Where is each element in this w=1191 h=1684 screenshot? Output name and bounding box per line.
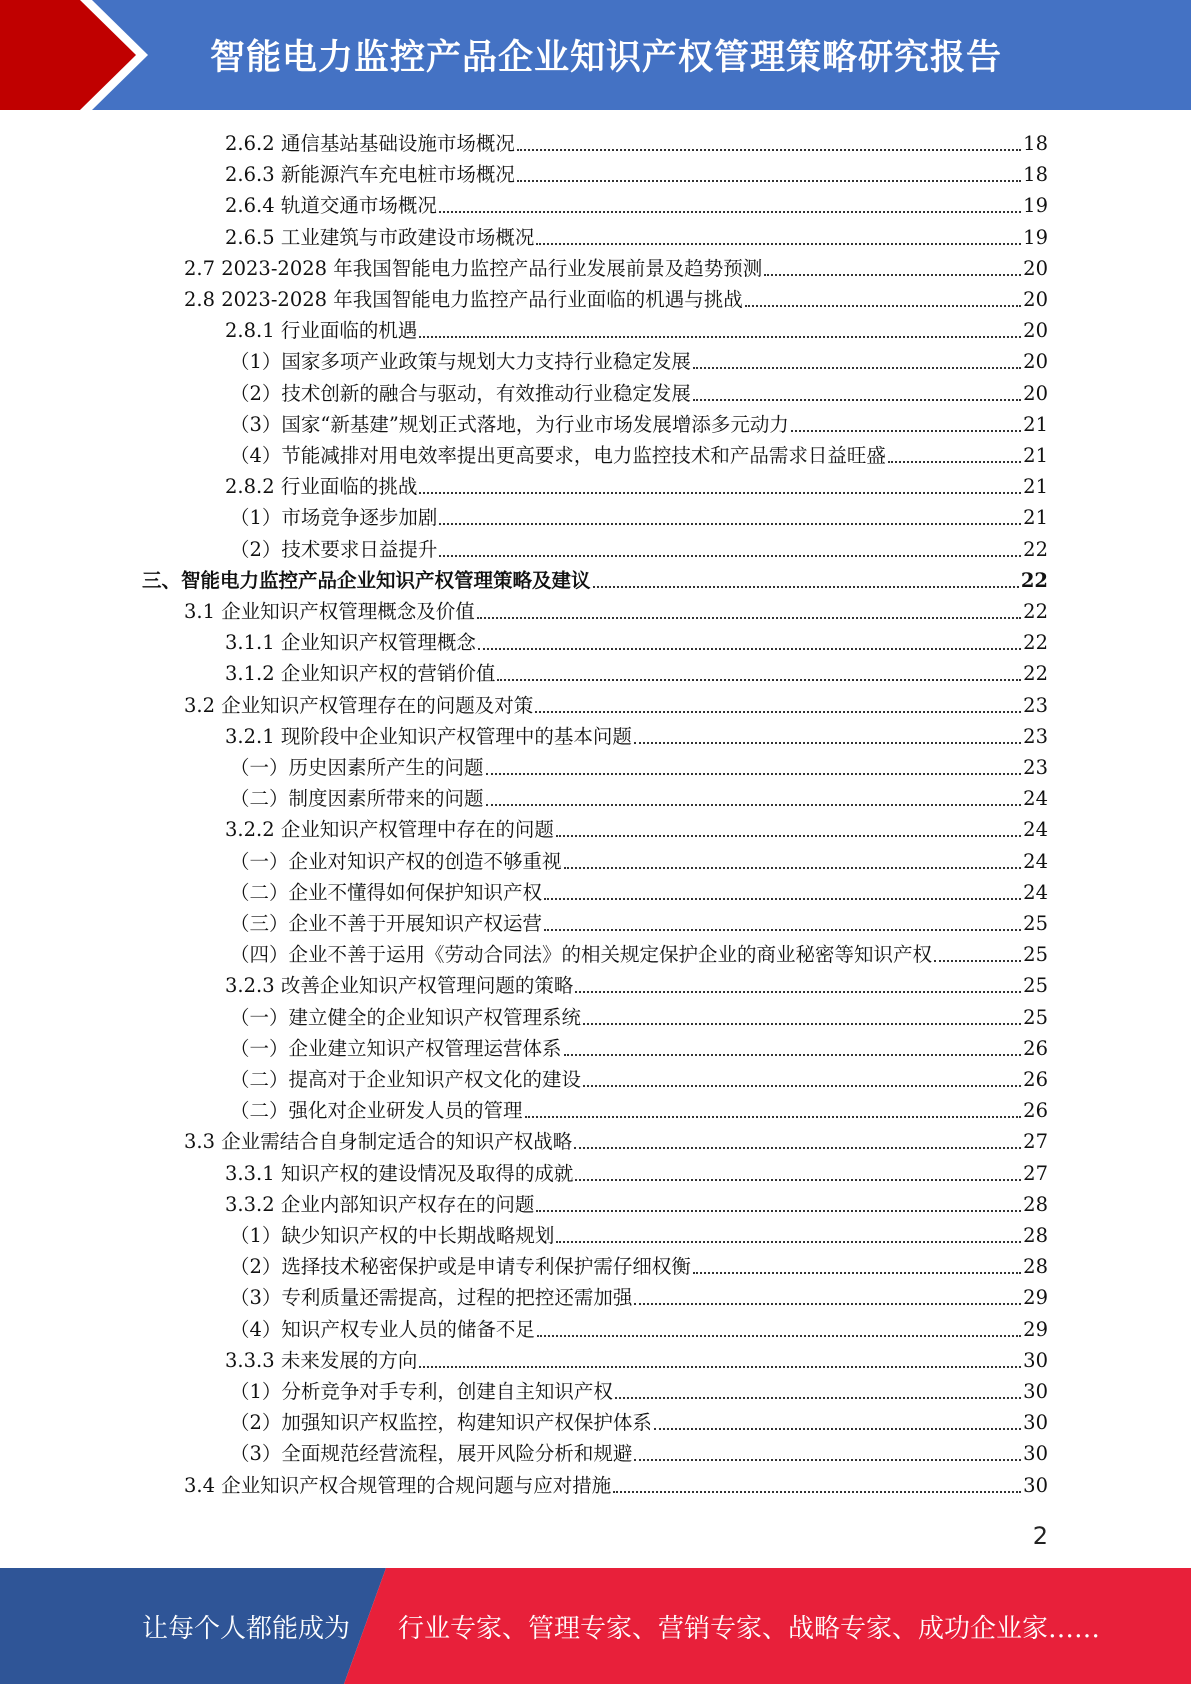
toc-entry[interactable] bbox=[230, 346, 1048, 377]
toc-entry-page: 25 bbox=[1023, 943, 1048, 967]
page-header bbox=[0, 0, 1191, 110]
toc-entry-page: 21 bbox=[1023, 412, 1048, 436]
toc-entry-title: （4）知识产权专业人员的储备不足 bbox=[230, 1317, 535, 1341]
toc-entry-title: 3.2.1 现阶段中企业知识产权管理中的基本问题 bbox=[225, 724, 632, 748]
toc-entry-page: 23 bbox=[1023, 724, 1048, 748]
footer-slogan-right: 行业专家、管理专家、营销专家、战略专家、成功企业家…… bbox=[398, 1614, 1101, 1644]
toc-entry[interactable] bbox=[225, 128, 1048, 159]
toc-entry[interactable] bbox=[230, 752, 1048, 783]
toc-entry-title: 3.1 企业知识产权管理概念及价值 bbox=[184, 600, 475, 623]
toc-dot-leader bbox=[615, 1397, 1021, 1399]
toc-entry[interactable] bbox=[230, 783, 1048, 814]
toc-entry-title: （3）国家“新基建”规划正式落地，为行业市场发展增添多元动力 bbox=[230, 412, 789, 436]
toc-dot-leader bbox=[564, 1054, 1022, 1056]
toc-entry-title: 3.1.1 企业知识产权管理概念 bbox=[225, 631, 476, 655]
toc-entry-title: 3.4 企业知识产权合规管理的合规问题与应对措施 bbox=[184, 1473, 612, 1497]
toc-dot-leader bbox=[439, 555, 1021, 557]
toc-entry-page: 22 bbox=[1023, 600, 1048, 623]
toc-entry-title: 3.3.3 未来发展的方向 bbox=[225, 1348, 418, 1372]
toc-dot-leader bbox=[934, 960, 1021, 962]
toc-entry-page: 28 bbox=[1023, 1192, 1048, 1216]
toc-dot-leader bbox=[525, 1116, 1022, 1118]
toc-entry-page: 22 bbox=[1023, 631, 1048, 655]
toc-entry-page: 23 bbox=[1023, 693, 1048, 717]
toc-entry-page: 20 bbox=[1023, 288, 1048, 311]
toc-dot-leader bbox=[575, 1179, 1021, 1181]
toc-entry-title: 3.2.3 改善企业知识产权管理问题的策略 bbox=[225, 974, 574, 998]
toc-dot-leader bbox=[693, 367, 1021, 369]
toc-entry[interactable] bbox=[225, 721, 1048, 752]
toc-entry[interactable] bbox=[230, 1314, 1048, 1345]
toc-entry-page: 24 bbox=[1023, 849, 1048, 873]
toc-dot-leader bbox=[791, 430, 1021, 432]
toc-dot-leader bbox=[693, 1272, 1021, 1274]
toc-entry[interactable] bbox=[225, 814, 1048, 845]
toc-entry[interactable] bbox=[230, 409, 1048, 440]
toc-entry-title: 3.1.2 企业知识产权的营销价值 bbox=[225, 662, 496, 686]
toc-entry-title: （2）技术要求日益提升 bbox=[230, 537, 438, 561]
toc-entry-title: 2.6.4 轨道交通市场概况 bbox=[225, 194, 437, 218]
toc-dot-leader bbox=[517, 180, 1021, 182]
toc-entry-page: 22 bbox=[1023, 537, 1048, 561]
toc-entry-page: 24 bbox=[1023, 880, 1048, 904]
toc-entry-page: 30 bbox=[1023, 1473, 1048, 1497]
toc-entry[interactable] bbox=[142, 565, 1048, 596]
toc-entry-title: （二）提高对于企业知识产权文化的建设 bbox=[230, 1068, 582, 1091]
toc-entry-title: （3）全面规范经营流程，展开风险分析和规避 bbox=[230, 1442, 633, 1466]
toc-entry[interactable] bbox=[230, 1064, 1048, 1095]
page-footer bbox=[0, 1568, 1191, 1684]
toc-entry-page: 22 bbox=[1020, 568, 1048, 592]
toc-entry-title: （1）市场竞争逐步加剧 bbox=[230, 506, 438, 530]
toc-entry-page: 24 bbox=[1023, 787, 1048, 811]
toc-entry[interactable] bbox=[225, 658, 1048, 689]
toc-entry[interactable] bbox=[225, 970, 1048, 1001]
toc-entry[interactable] bbox=[230, 939, 1048, 970]
toc-entry-page: 29 bbox=[1023, 1317, 1048, 1341]
toc-dot-leader bbox=[544, 898, 1021, 900]
toc-entry-title: 2.8.2 行业面临的挑战 bbox=[225, 475, 418, 499]
toc-entry-page: 22 bbox=[1023, 662, 1048, 686]
toc-entry-title: 3.3 企业需结合自身制定适合的知识产权战略 bbox=[184, 1130, 573, 1154]
toc-entry-page: 30 bbox=[1023, 1380, 1048, 1403]
toc-entry-page: 25 bbox=[1023, 912, 1048, 935]
toc-entry-title: （2）加强知识产权监控，构建知识产权保护体系 bbox=[230, 1411, 652, 1435]
toc-entry-page: 20 bbox=[1023, 350, 1048, 374]
toc-entry[interactable] bbox=[230, 1438, 1048, 1469]
toc-entry-page: 21 bbox=[1023, 475, 1048, 499]
toc-entry-title: （二）制度因素所带来的问题 bbox=[230, 787, 484, 811]
toc-entry-title: 2.6.3 新能源汽车充电桩市场概况 bbox=[225, 163, 515, 187]
toc-entry-page: 26 bbox=[1023, 1068, 1048, 1091]
toc-dot-leader bbox=[634, 742, 1021, 744]
toc-entry-title: 3.2 企业知识产权管理存在的问题及对策 bbox=[184, 693, 534, 717]
toc-dot-leader bbox=[575, 991, 1021, 993]
toc-dot-leader bbox=[564, 867, 1022, 869]
header-title: 智能电力监控产品企业知识产权管理策略研究报告 bbox=[210, 38, 1003, 78]
toc-entry-page: 27 bbox=[1023, 1161, 1048, 1185]
toc-dot-leader bbox=[419, 336, 1021, 338]
toc-entry-page: 20 bbox=[1023, 381, 1048, 405]
toc-entry[interactable] bbox=[230, 1033, 1048, 1064]
toc-entry-title: （1）国家多项产业政策与规划大力支持行业稳定发展 bbox=[230, 350, 691, 374]
toc-dot-leader bbox=[536, 1210, 1021, 1212]
toc-dot-leader bbox=[517, 149, 1021, 151]
toc-entry-page: 26 bbox=[1023, 1099, 1048, 1123]
toc-dot-leader bbox=[556, 1241, 1021, 1243]
toc-entry-page: 30 bbox=[1023, 1348, 1048, 1372]
toc-dot-leader bbox=[654, 1428, 1021, 1430]
toc-entry-page: 25 bbox=[1023, 974, 1048, 998]
toc-entry-title: 3.2.2 企业知识产权管理中存在的问题 bbox=[225, 818, 554, 842]
toc-entry-title: （一）企业对知识产权的创造不够重视 bbox=[230, 849, 562, 873]
toc-entry[interactable] bbox=[225, 471, 1048, 502]
toc-entry-title: 2.6.5 工业建筑与市政建设市场概况 bbox=[225, 225, 535, 249]
toc-entry-title: （一）历史因素所产生的问题 bbox=[230, 756, 484, 779]
toc-dot-leader bbox=[478, 648, 1021, 650]
toc-entry-title: 2.8 2023-2028 年我国智能电力监控产品行业面临的机遇与挑战 bbox=[184, 288, 743, 311]
toc-entry-title: 3.3.1 知识产权的建设情况及取得的成就 bbox=[225, 1161, 574, 1185]
toc-dot-leader bbox=[888, 461, 1021, 463]
toc-entry[interactable] bbox=[225, 159, 1048, 190]
toc-entry[interactable] bbox=[184, 284, 1048, 315]
toc-dot-leader bbox=[486, 773, 1022, 775]
toc-entry-title: （四）企业不善于运用《劳动合同法》的相关规定保护企业的商业秘密等知识产权 bbox=[230, 943, 933, 967]
toc-entry-title: （一）建立健全的企业知识产权管理系统 bbox=[230, 1005, 582, 1029]
toc-dot-leader bbox=[574, 1147, 1021, 1149]
toc-entry[interactable] bbox=[230, 502, 1048, 533]
toc-entry[interactable] bbox=[225, 1189, 1048, 1220]
toc-entry-title: 3.3.2 企业内部知识产权存在的问题 bbox=[225, 1192, 535, 1216]
toc-entry-page: 18 bbox=[1023, 132, 1048, 155]
toc-entry-title: （1）缺少知识产权的中长期战略规划 bbox=[230, 1224, 555, 1247]
toc-dot-leader bbox=[439, 523, 1021, 525]
toc-entry-page: 30 bbox=[1023, 1442, 1048, 1466]
toc-entry[interactable] bbox=[230, 1282, 1048, 1313]
header-arrow-decoration bbox=[0, 0, 160, 110]
toc-entry-page: 24 bbox=[1023, 818, 1048, 842]
toc-dot-leader bbox=[634, 1459, 1021, 1461]
toc-entry-page: 19 bbox=[1023, 194, 1048, 218]
toc-entry[interactable] bbox=[225, 222, 1048, 253]
toc-entry[interactable] bbox=[225, 190, 1048, 221]
toc-dot-leader bbox=[537, 1335, 1021, 1337]
toc-entry-page: 28 bbox=[1023, 1224, 1048, 1247]
toc-entry-title: （二）强化对企业研发人员的管理 bbox=[230, 1099, 523, 1123]
toc-entry[interactable] bbox=[230, 1095, 1048, 1126]
toc-entry[interactable] bbox=[230, 1251, 1048, 1282]
toc-entry[interactable] bbox=[230, 1002, 1048, 1033]
toc-entry-title: （一）企业建立知识产权管理运营体系 bbox=[230, 1036, 562, 1060]
toc-entry[interactable] bbox=[225, 315, 1048, 346]
toc-entry-title: （3）专利质量还需提高，过程的把控还需加强 bbox=[230, 1286, 633, 1310]
toc-entry-title: （2）技术创新的融合与驱动，有效推动行业稳定发展 bbox=[230, 381, 691, 405]
toc-entry-page: 23 bbox=[1023, 756, 1048, 779]
toc-entry[interactable] bbox=[230, 877, 1048, 908]
toc-entry-page: 30 bbox=[1023, 1411, 1048, 1435]
toc-dot-leader bbox=[583, 1023, 1021, 1025]
toc-entry-page: 27 bbox=[1023, 1130, 1048, 1154]
toc-entry[interactable] bbox=[184, 1470, 1048, 1501]
toc-entry-page: 28 bbox=[1023, 1255, 1048, 1279]
toc-entry-page: 20 bbox=[1023, 319, 1048, 343]
toc-dot-leader bbox=[535, 711, 1021, 713]
toc-dot-leader bbox=[556, 835, 1021, 837]
toc-entry-title: （4）节能减排对用电效率提出更高要求，电力监控技术和产品需求日益旺盛 bbox=[230, 444, 886, 467]
toc-entry[interactable] bbox=[184, 253, 1048, 284]
toc-entry-title: 三、智能电力监控产品企业知识产权管理策略及建议 bbox=[142, 568, 591, 592]
toc-entry[interactable] bbox=[230, 534, 1048, 565]
toc-entry-page: 21 bbox=[1023, 506, 1048, 530]
toc-dot-leader bbox=[419, 492, 1021, 494]
toc-entry[interactable] bbox=[230, 1220, 1048, 1251]
toc-entry-title: （二）企业不懂得如何保护知识产权 bbox=[230, 880, 543, 904]
toc-dot-leader bbox=[613, 1491, 1021, 1493]
toc-dot-leader bbox=[745, 305, 1021, 307]
footer-slogan-left: 让每个人都能成为 bbox=[142, 1614, 351, 1644]
toc-entry[interactable] bbox=[230, 846, 1048, 877]
toc-entry-page: 25 bbox=[1023, 1005, 1048, 1029]
toc-dot-leader bbox=[693, 399, 1021, 401]
toc-entry-page: 20 bbox=[1023, 256, 1048, 280]
page-number: 2 bbox=[1032, 1522, 1048, 1550]
toc-entry-title: （1）分析竞争对手专利，创建自主知识产权 bbox=[230, 1380, 613, 1403]
toc-entry-page: 19 bbox=[1023, 225, 1048, 249]
toc-dot-leader bbox=[419, 1366, 1021, 1368]
toc-dot-leader bbox=[486, 804, 1022, 806]
toc-entry-page: 21 bbox=[1023, 444, 1048, 467]
toc-entry-page: 18 bbox=[1023, 163, 1048, 187]
toc-entry-title: 2.8.1 行业面临的机遇 bbox=[225, 319, 418, 343]
toc-entry-title: （2）选择技术秘密保护或是申请专利保护需仔细权衡 bbox=[230, 1255, 691, 1279]
toc-dot-leader bbox=[439, 211, 1021, 213]
toc-entry[interactable] bbox=[230, 1376, 1048, 1407]
toc-entry[interactable] bbox=[230, 440, 1048, 471]
toc-entry-page: 29 bbox=[1023, 1286, 1048, 1310]
toc-dot-leader bbox=[477, 617, 1021, 619]
toc-entry-page: 26 bbox=[1023, 1036, 1048, 1060]
toc-entry[interactable] bbox=[225, 627, 1048, 658]
toc-dot-leader bbox=[634, 1303, 1021, 1305]
toc-entry[interactable] bbox=[230, 1407, 1048, 1438]
toc-dot-leader bbox=[764, 274, 1021, 276]
toc-dot-leader bbox=[544, 929, 1021, 931]
toc-entry-title: 2.6.2 通信基站基础设施市场概况 bbox=[225, 132, 515, 155]
toc-dot-leader bbox=[536, 243, 1021, 245]
toc-entry[interactable] bbox=[184, 690, 1048, 721]
toc-entry-title: （三）企业不善于开展知识产权运营 bbox=[230, 912, 543, 935]
toc-entry[interactable] bbox=[225, 1158, 1048, 1189]
toc-entry-title: 2.7 2023-2028 年我国智能电力监控产品行业发展前景及趋势预测 bbox=[184, 256, 763, 280]
toc-entry[interactable] bbox=[230, 908, 1048, 939]
toc-entry[interactable] bbox=[184, 1126, 1048, 1157]
toc-dot-leader bbox=[593, 586, 1019, 588]
toc-entry[interactable] bbox=[230, 378, 1048, 409]
toc-dot-leader bbox=[497, 679, 1021, 681]
toc-dot-leader bbox=[583, 1085, 1021, 1087]
toc-entry[interactable] bbox=[225, 1345, 1048, 1376]
toc-entry[interactable] bbox=[184, 596, 1048, 627]
